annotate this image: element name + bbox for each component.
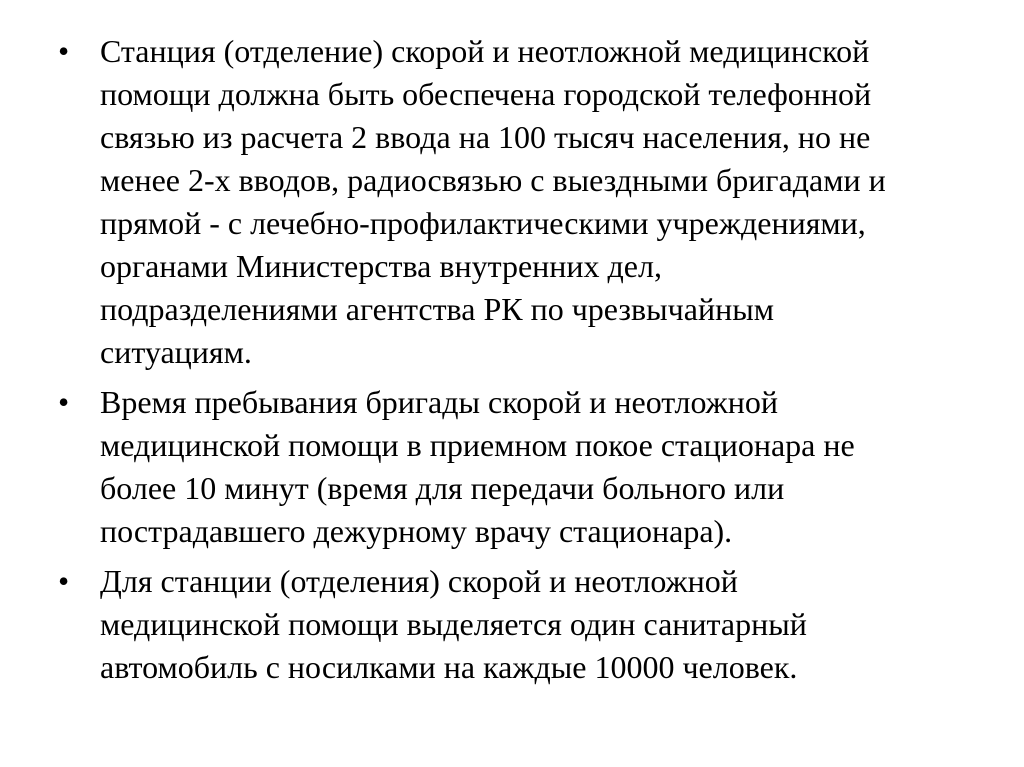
text-line: Станция (отделение) скорой и неотложной медицинской xyxy=(100,33,870,69)
text-line: Для станции (отделения) скорой и неотложной xyxy=(100,563,738,599)
text-line: медицинской помощи в приемном покое стационара не xyxy=(100,427,855,463)
text-line: подразделениями агентства РК по чрезвычайным xyxy=(100,291,774,327)
bullet-icon: • xyxy=(58,33,70,69)
bullet-text xyxy=(100,30,958,374)
bullet-icon: • xyxy=(58,563,70,599)
bullet-item-communication xyxy=(58,30,958,374)
bullet-text xyxy=(100,560,958,689)
bullet-item-brigade-time xyxy=(58,381,958,553)
text-line: пострадавшего дежурному врачу стационара). xyxy=(100,513,733,549)
bullet-list xyxy=(58,30,958,696)
text-line: медицинской помощи выделяется один санитарный xyxy=(100,606,807,642)
text-line: Время пребывания бригады скорой и неотложной xyxy=(100,384,778,420)
bullet-text xyxy=(100,381,958,553)
text-line: прямой - с лечебно-профилактическими учреждениями, xyxy=(100,205,866,241)
text-line: связью из расчета 2 ввода на 100 тысяч населения, но не xyxy=(100,119,871,155)
text-line: помощи должна быть обеспечена городской телефонной xyxy=(100,76,872,112)
text-line: ситуациям. xyxy=(100,334,252,370)
bullet-item-vehicles xyxy=(58,560,958,689)
text-line: более 10 минут (время для передачи больного или xyxy=(100,470,785,506)
bullet-icon: • xyxy=(58,384,70,420)
text-line: органами Министерства внутренних дел, xyxy=(100,248,662,284)
text-line: менее 2-х вводов, радиосвязью с выездными бригадами и xyxy=(100,162,886,198)
text-line: автомобиль с носилками на каждые 10000 человек. xyxy=(100,649,798,685)
